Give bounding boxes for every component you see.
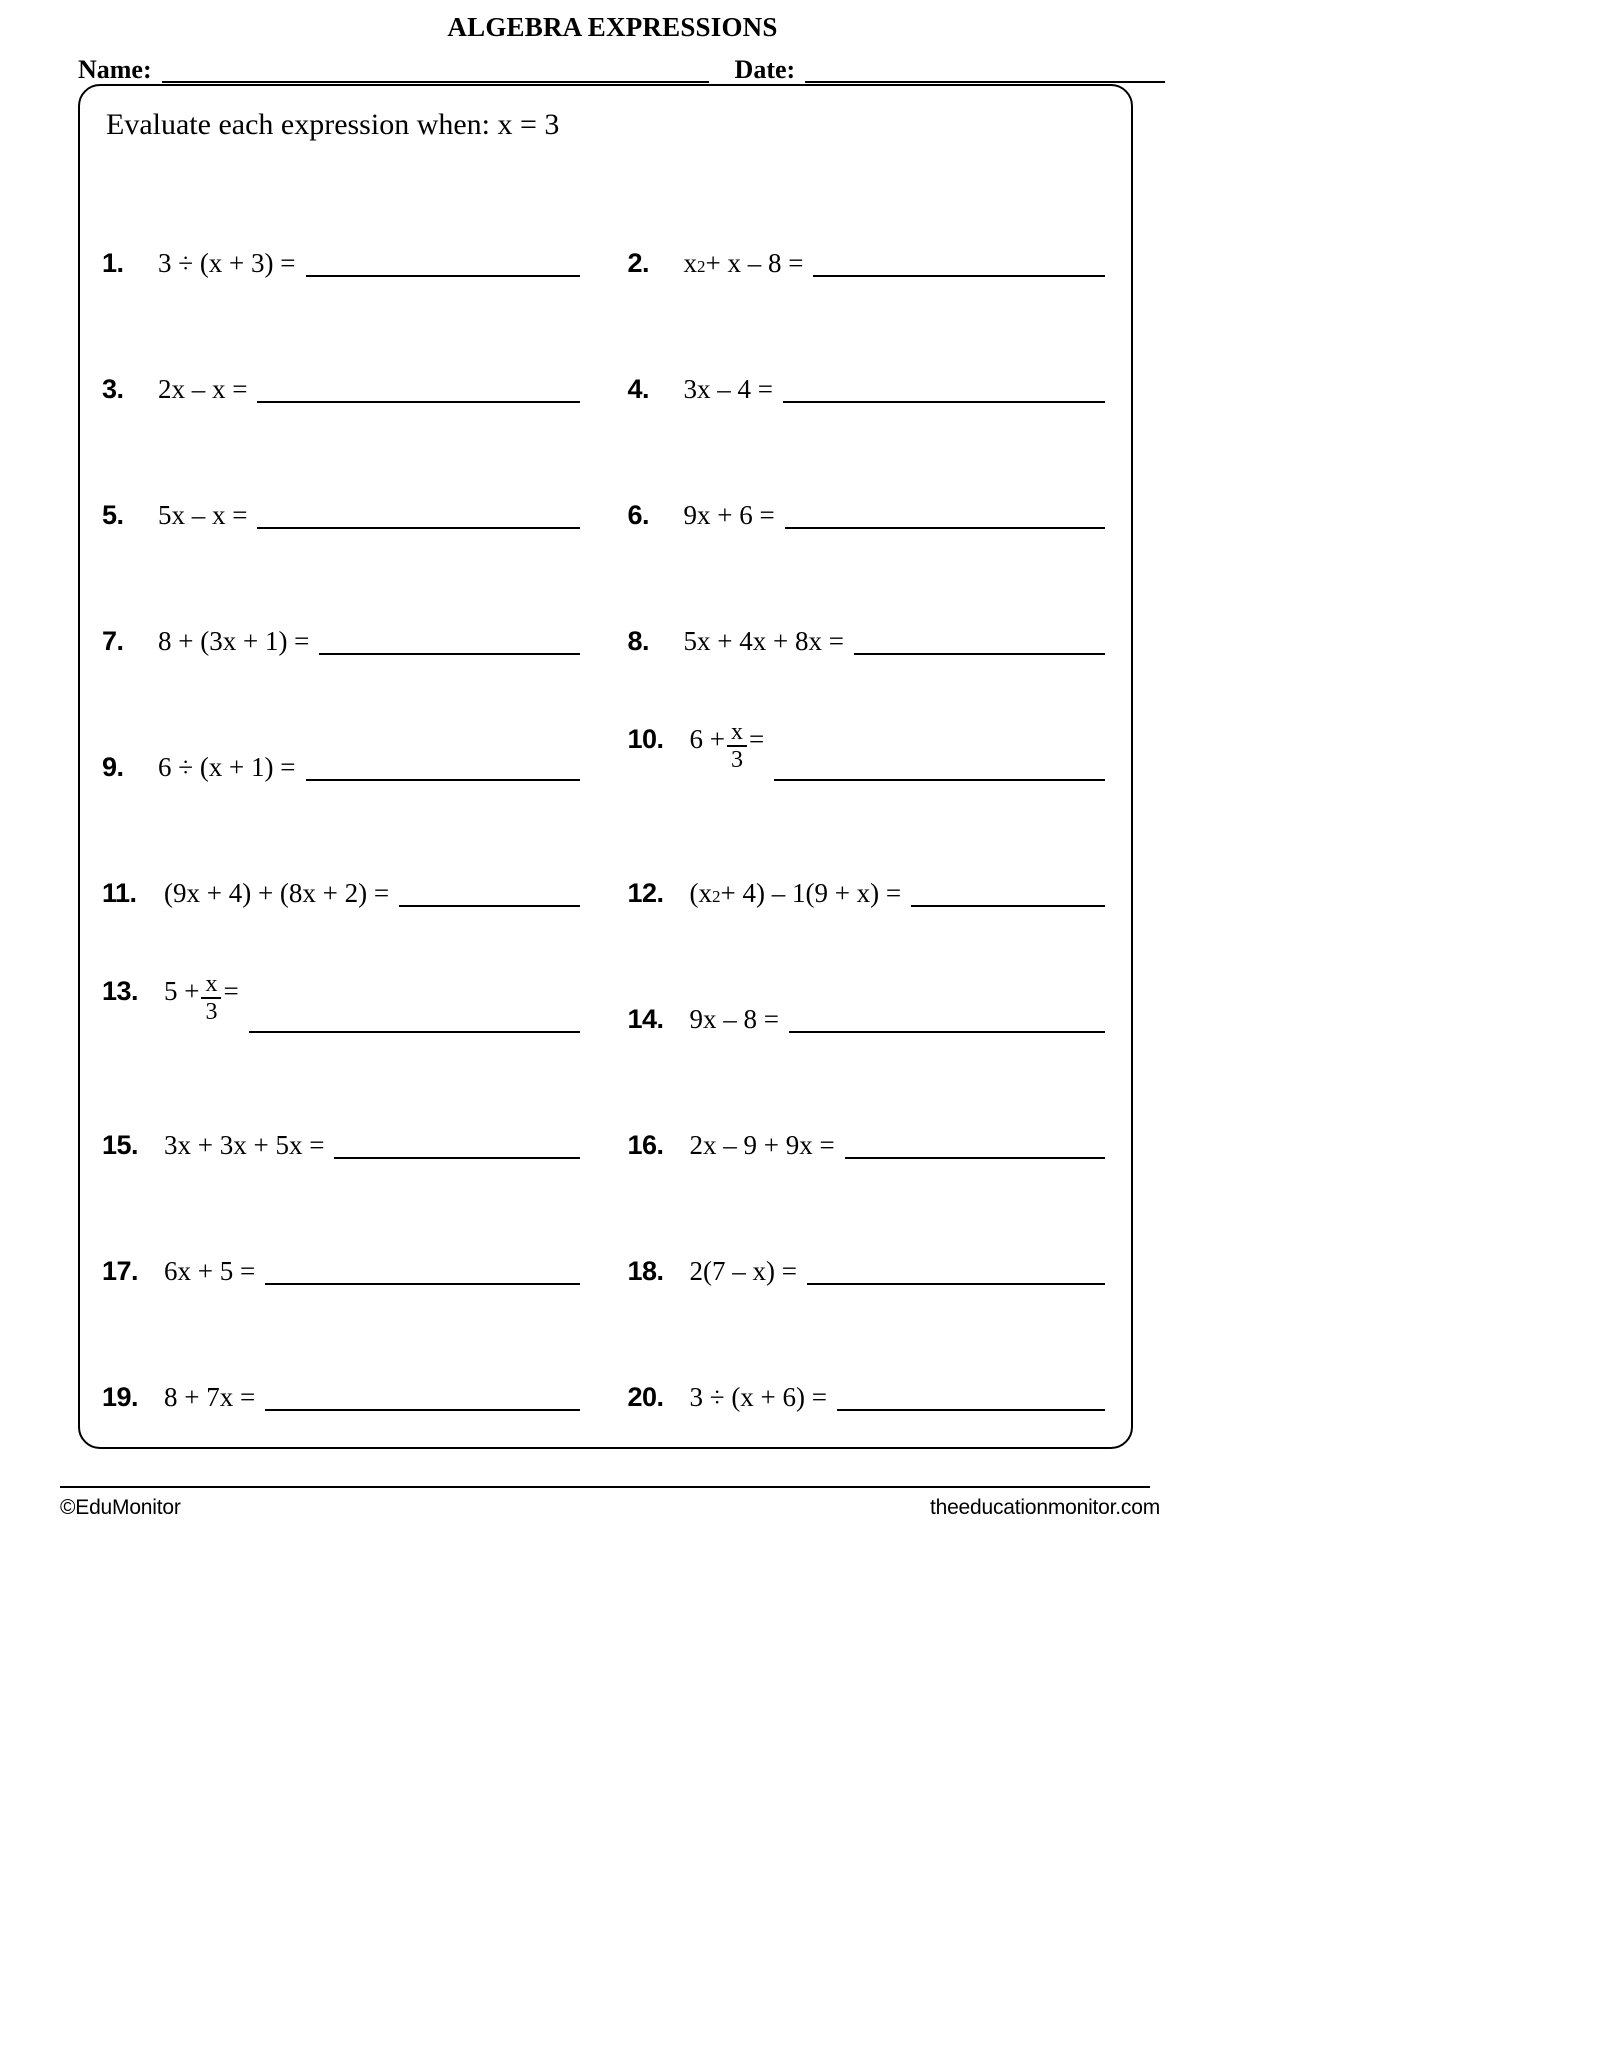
- problem-7: [80, 628, 606, 655]
- fraction-denominator: 3: [730, 747, 743, 773]
- date-input-rule[interactable]: [805, 57, 1165, 83]
- problem-17: [80, 1258, 606, 1285]
- problem-expression: [689, 719, 765, 781]
- answer-blank-5[interactable]: [257, 507, 579, 529]
- fraction-numerator: x: [205, 971, 218, 997]
- problem-number: 8.: [627, 626, 650, 656]
- problem-row: [80, 907, 1131, 1033]
- problem-number: 15.: [102, 1130, 139, 1160]
- problem-number: 6.: [627, 500, 650, 530]
- problem-number: 3.: [102, 374, 124, 404]
- problem-18: [606, 1258, 1132, 1285]
- problem-expression: [164, 971, 239, 1033]
- expr-prefix: 6 +: [689, 724, 725, 754]
- problem-expression: 8 + 7x =: [164, 1382, 256, 1412]
- problem-2: [606, 250, 1132, 277]
- answer-blank-17[interactable]: [265, 1263, 579, 1285]
- problem-number: 16.: [627, 1130, 664, 1160]
- problem-number: 19.: [102, 1382, 139, 1412]
- problem-19: [80, 1384, 606, 1411]
- problem-expression: 8 + (3x + 1) =: [158, 626, 310, 656]
- problem-number: 9.: [102, 752, 124, 782]
- problem-row: [80, 151, 1131, 277]
- problem-number: 1.: [102, 248, 124, 278]
- answer-blank-18[interactable]: [807, 1263, 1105, 1285]
- problem-expression: 6x + 5 =: [164, 1256, 256, 1286]
- answer-blank-16[interactable]: [845, 1137, 1105, 1159]
- answer-blank-6[interactable]: [785, 507, 1105, 529]
- problem-4: [606, 376, 1132, 403]
- problem-number: 20.: [627, 1382, 664, 1412]
- answer-blank-1[interactable]: [306, 255, 580, 277]
- problem-number: 13.: [102, 976, 139, 1006]
- problem-expression: (x 2 + 4) – 1(9 + x) =: [689, 878, 902, 908]
- problem-6: [606, 502, 1132, 529]
- problem-number: 17.: [102, 1256, 139, 1286]
- problem-row: [80, 655, 1131, 781]
- problem-expression: 6 ÷ (x + 1) =: [158, 752, 296, 782]
- problem-3: [80, 376, 606, 403]
- answer-blank-2[interactable]: [813, 255, 1105, 277]
- problem-5: [80, 502, 606, 529]
- answer-blank-19[interactable]: [265, 1389, 579, 1411]
- problem-row: [80, 1033, 1131, 1159]
- answer-blank-13[interactable]: [249, 1011, 580, 1033]
- problem-row: [80, 403, 1131, 529]
- problem-expression: 3x – 4 =: [683, 374, 773, 404]
- problem-number: 11.: [102, 878, 137, 908]
- date-label: Date:: [734, 55, 796, 84]
- fraction-numerator: x: [730, 719, 743, 745]
- expr-base: x: [683, 248, 697, 278]
- problem-number: 12.: [627, 878, 664, 908]
- problem-row: [80, 1285, 1131, 1411]
- problem-expression: x 2 + x – 8 =: [683, 248, 804, 278]
- problem-8: [606, 628, 1132, 655]
- answer-blank-15[interactable]: [334, 1137, 579, 1159]
- problem-row: [80, 529, 1131, 655]
- problem-9: [80, 754, 606, 781]
- name-date-row: [0, 49, 1225, 85]
- problem-expression: 3x + 3x + 5x =: [164, 1130, 325, 1160]
- problem-expression: 5x + 4x + 8x =: [683, 626, 844, 656]
- problem-number: 14.: [627, 1004, 664, 1034]
- problem-20: [606, 1384, 1132, 1411]
- problem-expression: 2x – 9 + 9x =: [689, 1130, 835, 1160]
- problem-expression: 5x – x =: [158, 500, 248, 530]
- answer-blank-10[interactable]: [774, 759, 1105, 781]
- problem-rows: [80, 151, 1131, 1411]
- answer-blank-12[interactable]: [911, 885, 1105, 907]
- expr-prefix: 5 +: [164, 976, 200, 1006]
- problem-expression: (9x + 4) + (8x + 2) =: [164, 878, 390, 908]
- answer-blank-4[interactable]: [783, 381, 1105, 403]
- problem-number: 2.: [627, 248, 650, 278]
- problem-11: [80, 880, 606, 907]
- problem-15: [80, 1132, 606, 1159]
- problem-row: [80, 1159, 1131, 1285]
- expr-suffix: =: [223, 976, 239, 1006]
- problem-expression: 9x + 6 =: [683, 500, 775, 530]
- name-input-rule[interactable]: [162, 57, 709, 83]
- fraction: [201, 972, 221, 1024]
- website-text: theeducationmonitor.com: [929, 1496, 1160, 1519]
- answer-blank-8[interactable]: [854, 633, 1105, 655]
- footer: [60, 1496, 1160, 1520]
- problem-row: [80, 781, 1131, 907]
- answer-blank-14[interactable]: [789, 1011, 1105, 1033]
- answer-blank-20[interactable]: [837, 1389, 1105, 1411]
- instruction-text: Evaluate each expression when: x = 3: [106, 108, 560, 141]
- answer-blank-11[interactable]: [399, 885, 579, 907]
- answer-blank-7[interactable]: [319, 633, 579, 655]
- problem-row: [80, 277, 1131, 403]
- page-title: ALGEBRA EXPRESSIONS: [447, 12, 778, 42]
- problem-14: [606, 1006, 1132, 1033]
- problem-number: 5.: [102, 500, 124, 530]
- problem-number: 10.: [627, 724, 664, 754]
- footer-divider: [60, 1486, 1150, 1488]
- expr-rest: + x – 8 =: [705, 248, 804, 278]
- answer-blank-3[interactable]: [257, 381, 579, 403]
- problem-expression: 3 ÷ (x + 3) =: [158, 248, 296, 278]
- problem-12: [606, 880, 1132, 907]
- answer-blank-9[interactable]: [306, 759, 580, 781]
- problem-1: [80, 250, 606, 277]
- expr-suffix: =: [748, 724, 765, 754]
- expr-prefix: (x: [689, 878, 712, 908]
- problem-expression: 2x – x =: [158, 374, 248, 404]
- fraction-denominator: 3: [205, 999, 218, 1025]
- problem-number: 7.: [102, 626, 124, 656]
- problem-10: [606, 719, 1132, 781]
- problem-expression: 9x – 8 =: [689, 1004, 779, 1034]
- copyright-text: ©EduMonitor: [60, 1496, 181, 1519]
- problem-number: 18.: [627, 1256, 664, 1286]
- fraction: [727, 720, 747, 772]
- name-label: Name:: [78, 55, 152, 84]
- problem-box: [78, 84, 1133, 1449]
- expr-rest: + 4) – 1(9 + x) =: [720, 878, 902, 908]
- problem-13: [80, 971, 606, 1033]
- problem-16: [606, 1132, 1132, 1159]
- problem-expression: 3 ÷ (x + 6) =: [689, 1382, 828, 1412]
- problem-number: 4.: [627, 374, 650, 404]
- problem-expression: 2(7 – x) =: [689, 1256, 797, 1286]
